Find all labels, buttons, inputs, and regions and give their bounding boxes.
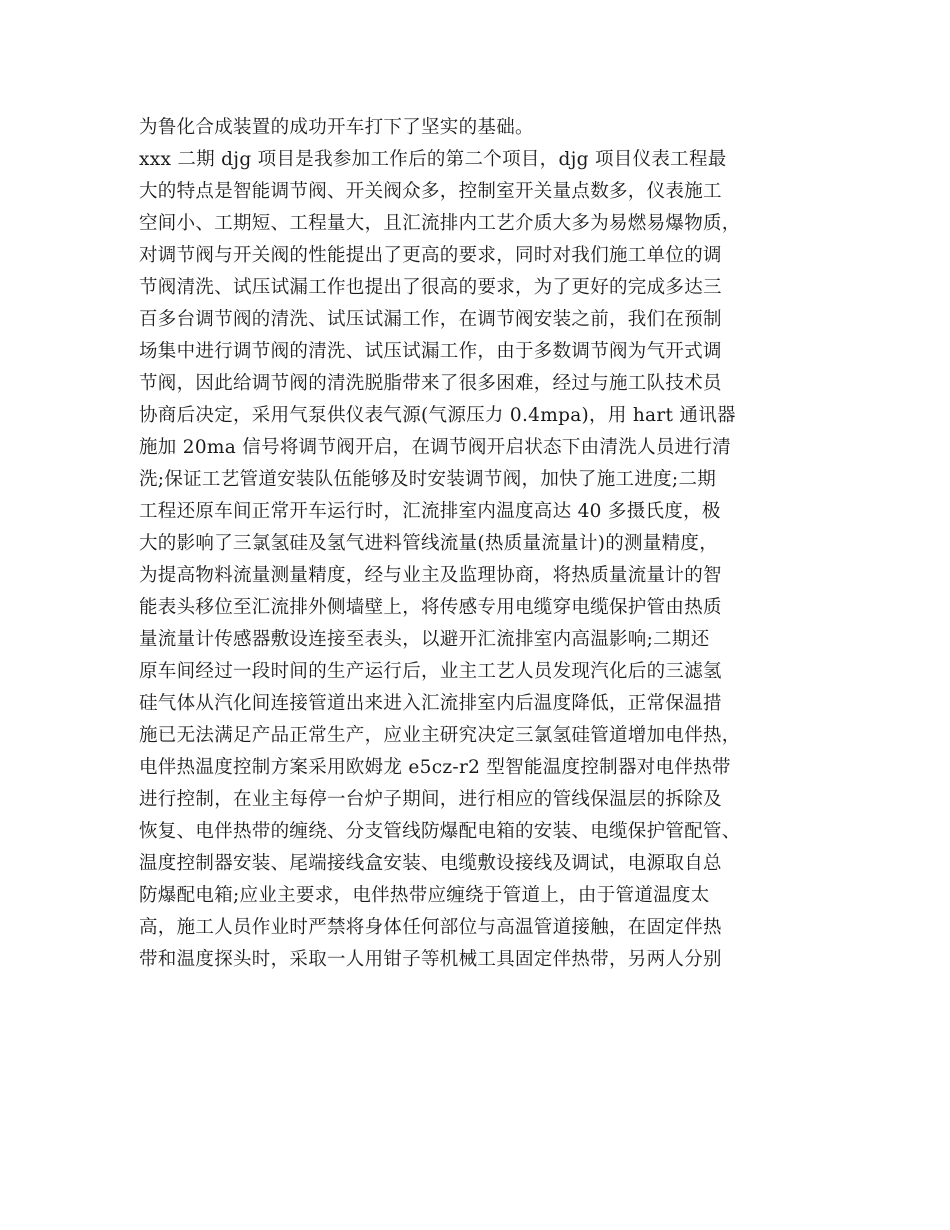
text-line: 带和温度探头时，采取一人用钳子等机械工具固定伴热带，另两人分别	[139, 949, 722, 970]
text-line: 高，施工人员作业时严禁将身体任何部位与高温管道接触，在固定伴热	[139, 917, 722, 938]
text-line: 温度控制器安装、尾端接线盒安装、电缆敷设接线及调试，电源取自总	[139, 853, 722, 874]
text-line: 电伴热温度控制方案采用欧姆龙 e5cz-r2 型智能温度控制器对电伴热带	[139, 757, 731, 778]
text-line: 场集中进行调节阀的清洗、试压试漏工作，由于多数调节阀为气开式调	[139, 341, 722, 362]
text-line: 节阀清洗、试压试漏工作也提出了很高的要求，为了更好的完成多达三	[139, 277, 722, 298]
text-line: 百多台调节阀的清洗、试压试漏工作，在调节阀安装之前，我们在预制	[139, 309, 722, 330]
text-line: 量流量计传感器敷设连接至表头，以避开汇流排室内高温影响;二期还	[139, 629, 710, 650]
text-line: 对调节阀与开关阀的性能提出了更高的要求，同时对我们施工单位的调	[139, 245, 722, 266]
text-line: 工程还原车间正常开车运行时，汇流排室内温度高达 40 多摄氏度，极	[139, 501, 721, 522]
text-line: 施加 20ma 信号将调节阀开启，在调节阀开启状态下由清洗人员进行清	[139, 437, 732, 458]
text-line: 施已无法满足产品正常生产，应业主研究决定三氯氢硅管道增加电伴热，	[139, 725, 741, 746]
text-line: 协商后决定，采用气泵供仪表气源(气源压力 0.4mpa)，用 hart 通讯器	[139, 405, 736, 426]
text-line: 为提高物料流量测量精度，经与业主及监理协商，将热质量流量计的智	[139, 565, 722, 586]
text-line: 大的特点是智能调节阀、开关阀众多，控制室开关量点数多，仪表施工	[139, 181, 722, 202]
text-line: 洗;保证工艺管道安装队伍能够及时安装调节阀，加快了施工进度;二期	[139, 469, 717, 490]
text-line: 大的影响了三氯氢硅及氢气进料管线流量(热质量流量计)的测量精度，	[139, 533, 719, 554]
text-line: 节阀，因此给调节阀的清洗脱脂带来了很多困难，经过与施工队技术员	[139, 373, 722, 394]
text-line: 原车间经过一段时间的生产运行后，业主工艺人员发现汽化后的三滤氢	[139, 661, 722, 682]
text-line: 为鲁化合成装置的成功开车打下了坚实的基础。	[139, 117, 534, 138]
text-line: 硅气体从汽化间连接管道出来进入汇流排室内后温度降低，正常保温措	[139, 693, 722, 714]
text-line: 能表头移位至汇流排外侧墙壁上，将传感专用电缆穿电缆保护管由热质	[139, 597, 722, 618]
text-line: 防爆配电箱;应业主要求，电伴热带应缠绕于管道上，由于管道温度太	[139, 885, 710, 906]
text-line: 进行控制，在业主每停一台炉子期间，进行相应的管线保温层的拆除及	[139, 789, 722, 810]
text-line: 恢复、电伴热带的缠绕、分支管线防爆配电箱的安装、电缆保护管配管、	[139, 821, 741, 842]
text-line: 空间小、工期短、工程量大，且汇流排内工艺介质大多为易燃易爆物质，	[139, 213, 741, 234]
text-line: xxx 二期 djg 项目是我参加工作后的第二个项目，djg 项目仪表工程最	[139, 149, 727, 170]
body-text	[139, 112, 839, 976]
